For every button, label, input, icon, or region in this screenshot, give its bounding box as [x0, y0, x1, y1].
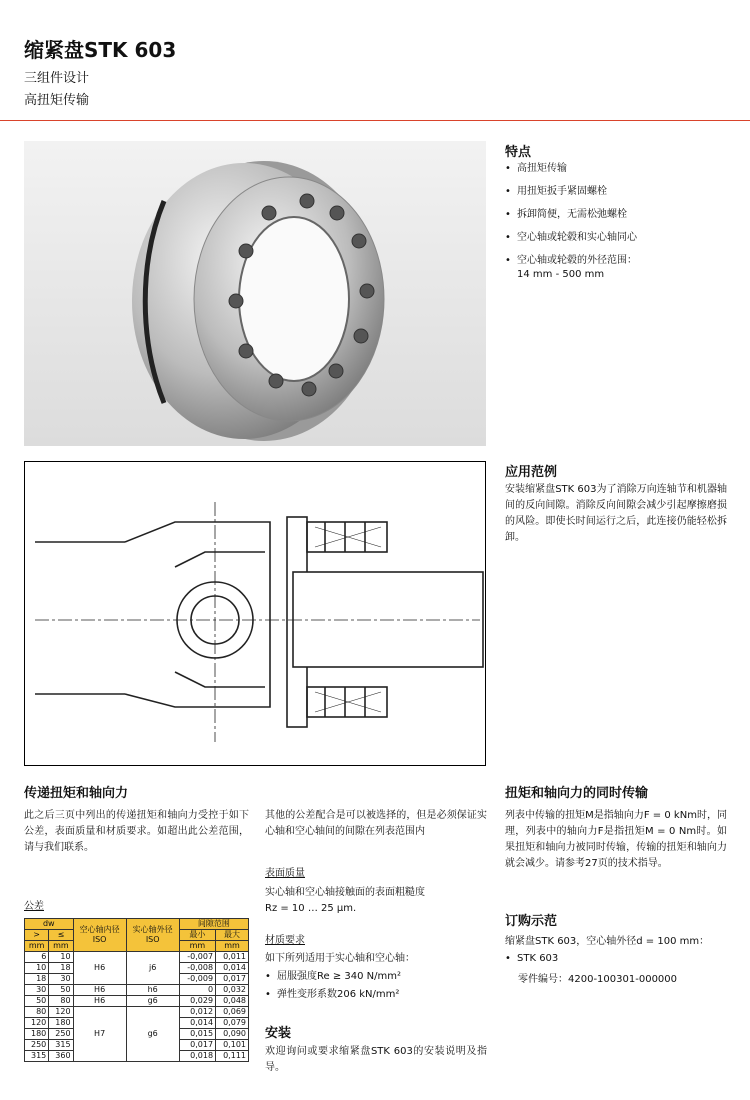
- clearance-text: 其他的公差配合是可以被选择的，但是必须保证实心轴和空心轴间的间隙在列表范围内: [265, 810, 487, 837]
- transmission-text: 此之后三页中列出的传递扭矩和轴向力受控于如下公差，表面质量和材质要求。如超出此公差范围，请与我们联系。: [24, 810, 249, 853]
- material-list: [265, 970, 487, 1011]
- page-title: 缩紧盘STK 603: [24, 38, 177, 62]
- header-solid-label: 实心轴外径: [132, 925, 173, 934]
- table-cell: 0,017: [179, 1040, 215, 1051]
- table-cell: -0,008: [179, 963, 215, 974]
- table-cell: -0,009: [179, 974, 215, 985]
- header-hollow: [73, 919, 126, 952]
- installation-text: 欢迎询问或要求缩紧盘STK 603的安装说明及指导。: [265, 1046, 487, 1073]
- header-clearance: 间隙范围: [179, 919, 248, 930]
- table-cell: 315: [49, 1040, 73, 1051]
- table-cell: 360: [49, 1051, 73, 1062]
- header-unit: mm: [49, 941, 73, 952]
- application-heading: 应用范例: [505, 465, 558, 480]
- order-heading: 订购示范: [505, 914, 558, 929]
- table-cell: 80: [25, 1007, 49, 1018]
- table-cell: 0,014: [216, 963, 249, 974]
- header-dw: dw: [25, 919, 74, 930]
- product-photo: [24, 141, 486, 446]
- tolerance-table: [24, 918, 249, 1062]
- table-cell: 0: [179, 985, 215, 996]
- table-cell: 0,069: [216, 1007, 249, 1018]
- tolerance-label: 公差: [24, 901, 44, 912]
- table-cell: 180: [25, 1029, 49, 1040]
- table-cell: H6: [73, 952, 126, 985]
- table-cell: h6: [126, 985, 179, 996]
- table-cell: 18: [49, 963, 73, 974]
- table-cell: j6: [126, 952, 179, 985]
- table-cell: g6: [126, 1007, 179, 1062]
- table-cell: 30: [25, 985, 49, 996]
- feature-range-label: 空心轴或轮毂的外径范围：: [517, 255, 637, 266]
- material-item: • 弹性变形系数206 kN/mm²: [265, 988, 487, 1002]
- table-cell: H6: [73, 996, 126, 1007]
- table-cell: 0,018: [179, 1051, 215, 1062]
- feature-item: [505, 254, 735, 282]
- subtitle-torque: 高扭矩传输: [24, 93, 90, 108]
- table-cell: 315: [25, 1051, 49, 1062]
- header-min: 最小: [179, 930, 215, 941]
- table-cell: 18: [25, 974, 49, 985]
- table-cell: 80: [49, 996, 73, 1007]
- feature-item: • 空心轴或轮毂和实心轴同心: [505, 231, 735, 245]
- surface-label: 表面质量: [265, 868, 305, 879]
- table-cell: 0,015: [179, 1029, 215, 1040]
- feature-item: • 用扭矩扳手紧固螺栓: [505, 185, 735, 199]
- table-cell: 50: [49, 985, 73, 996]
- table-cell: 0,079: [216, 1018, 249, 1029]
- material-intro: 如下所列适用于实心轴和空心轴：: [265, 953, 415, 964]
- table-cell: 0,090: [216, 1029, 249, 1040]
- application-text: 安装缩紧盘STK 603为了消除万向连轴节和机器轴间的反向间隙。消除反向间隙会减少引起摩擦磨损的风险。即使长时间运行之后，此连接仍能轻松拆卸。: [505, 484, 727, 543]
- header-solid: [126, 919, 179, 952]
- table-cell: 0,029: [179, 996, 215, 1007]
- table-cell: 6: [25, 952, 49, 963]
- table-cell: 0,101: [216, 1040, 249, 1051]
- table-cell: 120: [25, 1018, 49, 1029]
- feature-item: • 拆卸简便，无需松弛螺栓: [505, 208, 735, 222]
- table-cell: 0,014: [179, 1018, 215, 1029]
- table-row: [25, 985, 249, 996]
- table-row: [25, 952, 249, 963]
- order-part-number: 零件编号：4200-100301-000000: [518, 974, 678, 985]
- table-cell: 0,017: [216, 974, 249, 985]
- header-unit: mm: [179, 941, 215, 952]
- simultaneous-heading: 扭矩和轴向力的同时传输: [505, 786, 649, 801]
- surface-roughness: Rz = 10 … 25 µm.: [265, 903, 357, 914]
- table-row: [25, 996, 249, 1007]
- table-cell: H6: [73, 985, 126, 996]
- table-cell: 50: [25, 996, 49, 1007]
- feature-item: • 高扭矩传输: [505, 162, 735, 176]
- simultaneous-text: 列表中传输的扭矩M是指轴向力F = 0 kNm时，同理，列表中的轴向力F是指扭矩M = 0 Nm时。如果扭矩和轴向力被同时传输，传输的扭矩和轴向力就会减少。请参考27页的技术指导。: [505, 810, 727, 869]
- table-cell: 250: [25, 1040, 49, 1051]
- transmission-heading: 传递扭矩和轴向力: [24, 786, 129, 801]
- order-text: 缩紧盘STK 603，空心轴外径d = 100 mm：: [505, 936, 710, 947]
- header-max: 最大: [216, 930, 249, 941]
- table-row: [25, 1007, 249, 1018]
- table-cell: 0,032: [216, 985, 249, 996]
- application-drawing: [24, 461, 486, 766]
- table-cell: g6: [126, 996, 179, 1007]
- header-hollow-label: 空心轴内径: [79, 925, 120, 934]
- material-item: • 屈服强度Re ≥ 340 N/mm²: [265, 970, 487, 984]
- header-unit: mm: [216, 941, 249, 952]
- table-cell: 10: [49, 952, 73, 963]
- surface-text: 实心轴和空心轴接触面的表面粗糙度: [265, 887, 425, 898]
- table-cell: 0,011: [216, 952, 249, 963]
- table-cell: 250: [49, 1029, 73, 1040]
- table-cell: -0,007: [179, 952, 215, 963]
- table-cell: 180: [49, 1018, 73, 1029]
- features-list: [505, 162, 735, 291]
- table-cell: 120: [49, 1007, 73, 1018]
- table-cell: H7: [73, 1007, 126, 1062]
- header-solid-iso: ISO: [145, 935, 160, 944]
- features-heading: 特点: [505, 145, 532, 160]
- material-label: 材质要求: [265, 935, 305, 946]
- installation-heading: 安装: [265, 1026, 292, 1041]
- subtitle-design: 三组件设计: [24, 71, 90, 86]
- header-divider: [0, 120, 750, 121]
- table-cell: 10: [25, 963, 49, 974]
- header-hollow-iso: ISO: [92, 935, 107, 944]
- header-le: ≤: [49, 930, 73, 941]
- order-item: • STK 603: [505, 952, 735, 966]
- table-cell: 0,048: [216, 996, 249, 1007]
- header-unit: mm: [25, 941, 49, 952]
- feature-range-value: 14 mm - 500 mm: [517, 269, 605, 280]
- header-gt: >: [25, 930, 49, 941]
- table-cell: 0,012: [179, 1007, 215, 1018]
- table-cell: 0,111: [216, 1051, 249, 1062]
- table-cell: 30: [49, 974, 73, 985]
